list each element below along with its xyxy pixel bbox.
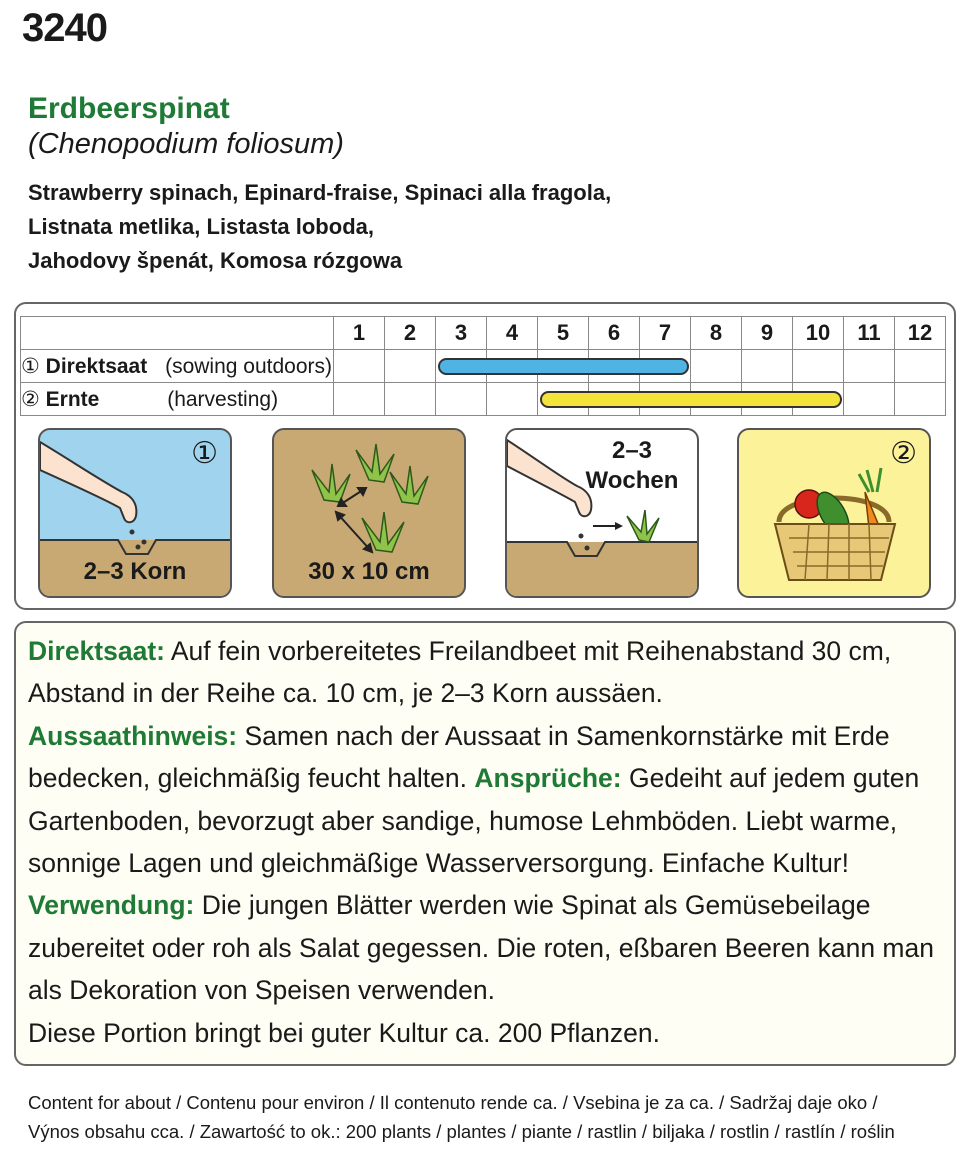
month-label: 4 (487, 317, 538, 350)
row-label-harvest (21, 383, 334, 416)
pictogram-spacing (272, 428, 466, 598)
month-label: 9 (742, 317, 793, 350)
pictogram-sowing (38, 428, 232, 598)
germination-weeks-range: 2–3 (611, 437, 653, 464)
month-label: 11 (844, 317, 895, 350)
month-label: 5 (538, 317, 589, 350)
calendar-header-row (21, 317, 946, 350)
germination-time (577, 436, 687, 496)
label-ernte: Ernte (45, 387, 100, 411)
calendar-corner (21, 317, 334, 350)
pictogram-caption: 2–3 Korn (83, 558, 187, 585)
product-title: Erdbeerspinat (28, 92, 230, 125)
latin-name: (Chenopodium foliosum) (28, 128, 344, 160)
heading-aussaathinweis: Aussaathinweis: (28, 720, 238, 751)
month-label: 2 (385, 317, 436, 350)
month-label: 1 (334, 317, 385, 350)
marker-1: ① (21, 354, 40, 378)
marker-2-icon: ② (890, 437, 917, 470)
label-harvest-sub: (harvesting) (167, 387, 279, 411)
footer-line: Výnos obsahu cca. / Zawartość to ok.: 200 plants / plantes / piante / rastlin / biljaka / rostlin / rastlín / roślin (28, 1121, 895, 1142)
germination-weeks-unit: Wochen (585, 467, 679, 494)
month-label: 3 (436, 317, 487, 350)
common-names (28, 176, 611, 278)
harvest-period-bar (540, 391, 842, 408)
footer-line: Content for about / Contenu pour environ / Il contenuto rende ca. / Vsebina je za ca. / Sadržaj daje oko / (28, 1092, 878, 1113)
month-label: 6 (589, 317, 640, 350)
pictogram-caption: 30 x 10 cm (308, 558, 430, 585)
common-names-line: Listnata metlika, Listasta loboda, (28, 214, 374, 239)
instructions-text (28, 630, 948, 1054)
text-verwendung: Die jungen Blätter werden wie Spinat als Gemüsebeilage zubereitet oder roh als Salat gegessen. Die roten, eßbaren Beeren kann man als Dekoration von Speisen verwenden. (28, 890, 934, 1006)
label-direktsaat: Direktsaat (45, 354, 148, 378)
pictogram-harvest (737, 428, 931, 598)
product-code: 3240 (22, 6, 107, 50)
label-sowing-sub: (sowing outdoors) (165, 354, 332, 378)
month-label: 10 (793, 317, 844, 350)
month-label: 7 (640, 317, 691, 350)
month-label: 12 (895, 317, 946, 350)
footer-content-note (28, 1088, 895, 1146)
text-aussaathinweis: Samen nach der Aussaat in Samenkornstärke mit Erde bedecken, gleichmäßig feucht halten. (28, 720, 890, 794)
month-label: 8 (691, 317, 742, 350)
pictogram-germination (505, 428, 699, 598)
common-names-line: Jahodovy špenát, Komosa rózgowa (28, 248, 403, 273)
sowing-period-bar (438, 358, 689, 375)
heading-verwendung: Verwendung: (28, 890, 195, 921)
marker-2: ② (21, 387, 40, 411)
text-ansprueche: Gedeiht auf jedem guten Gartenboden, bevorzugt aber sandige, humose Lehmböden. Liebt warme, sonnige Lagen und gleichmäßige Wasserversorgung. Einfache Kultur! (28, 763, 920, 879)
text-portion: Diese Portion bringt bei guter Kultur ca. 200 Pflanzen. (28, 1017, 660, 1048)
marker-1-icon: ① (191, 437, 218, 470)
row-label-sowing (21, 350, 334, 383)
heading-ansprueche: Ansprüche: (474, 763, 622, 794)
heading-direktsaat: Direktsaat: (28, 636, 165, 666)
common-names-line: Strawberry spinach, Epinard-fraise, Spinaci alla fragola, (28, 180, 612, 205)
text-direktsaat: Auf fein vorbereitetes Freilandbeet mit Reihenabstand 30 cm, Abstand in der Reihe ca. 10 cm, je 2–3 Korn aussäen. (28, 636, 892, 709)
